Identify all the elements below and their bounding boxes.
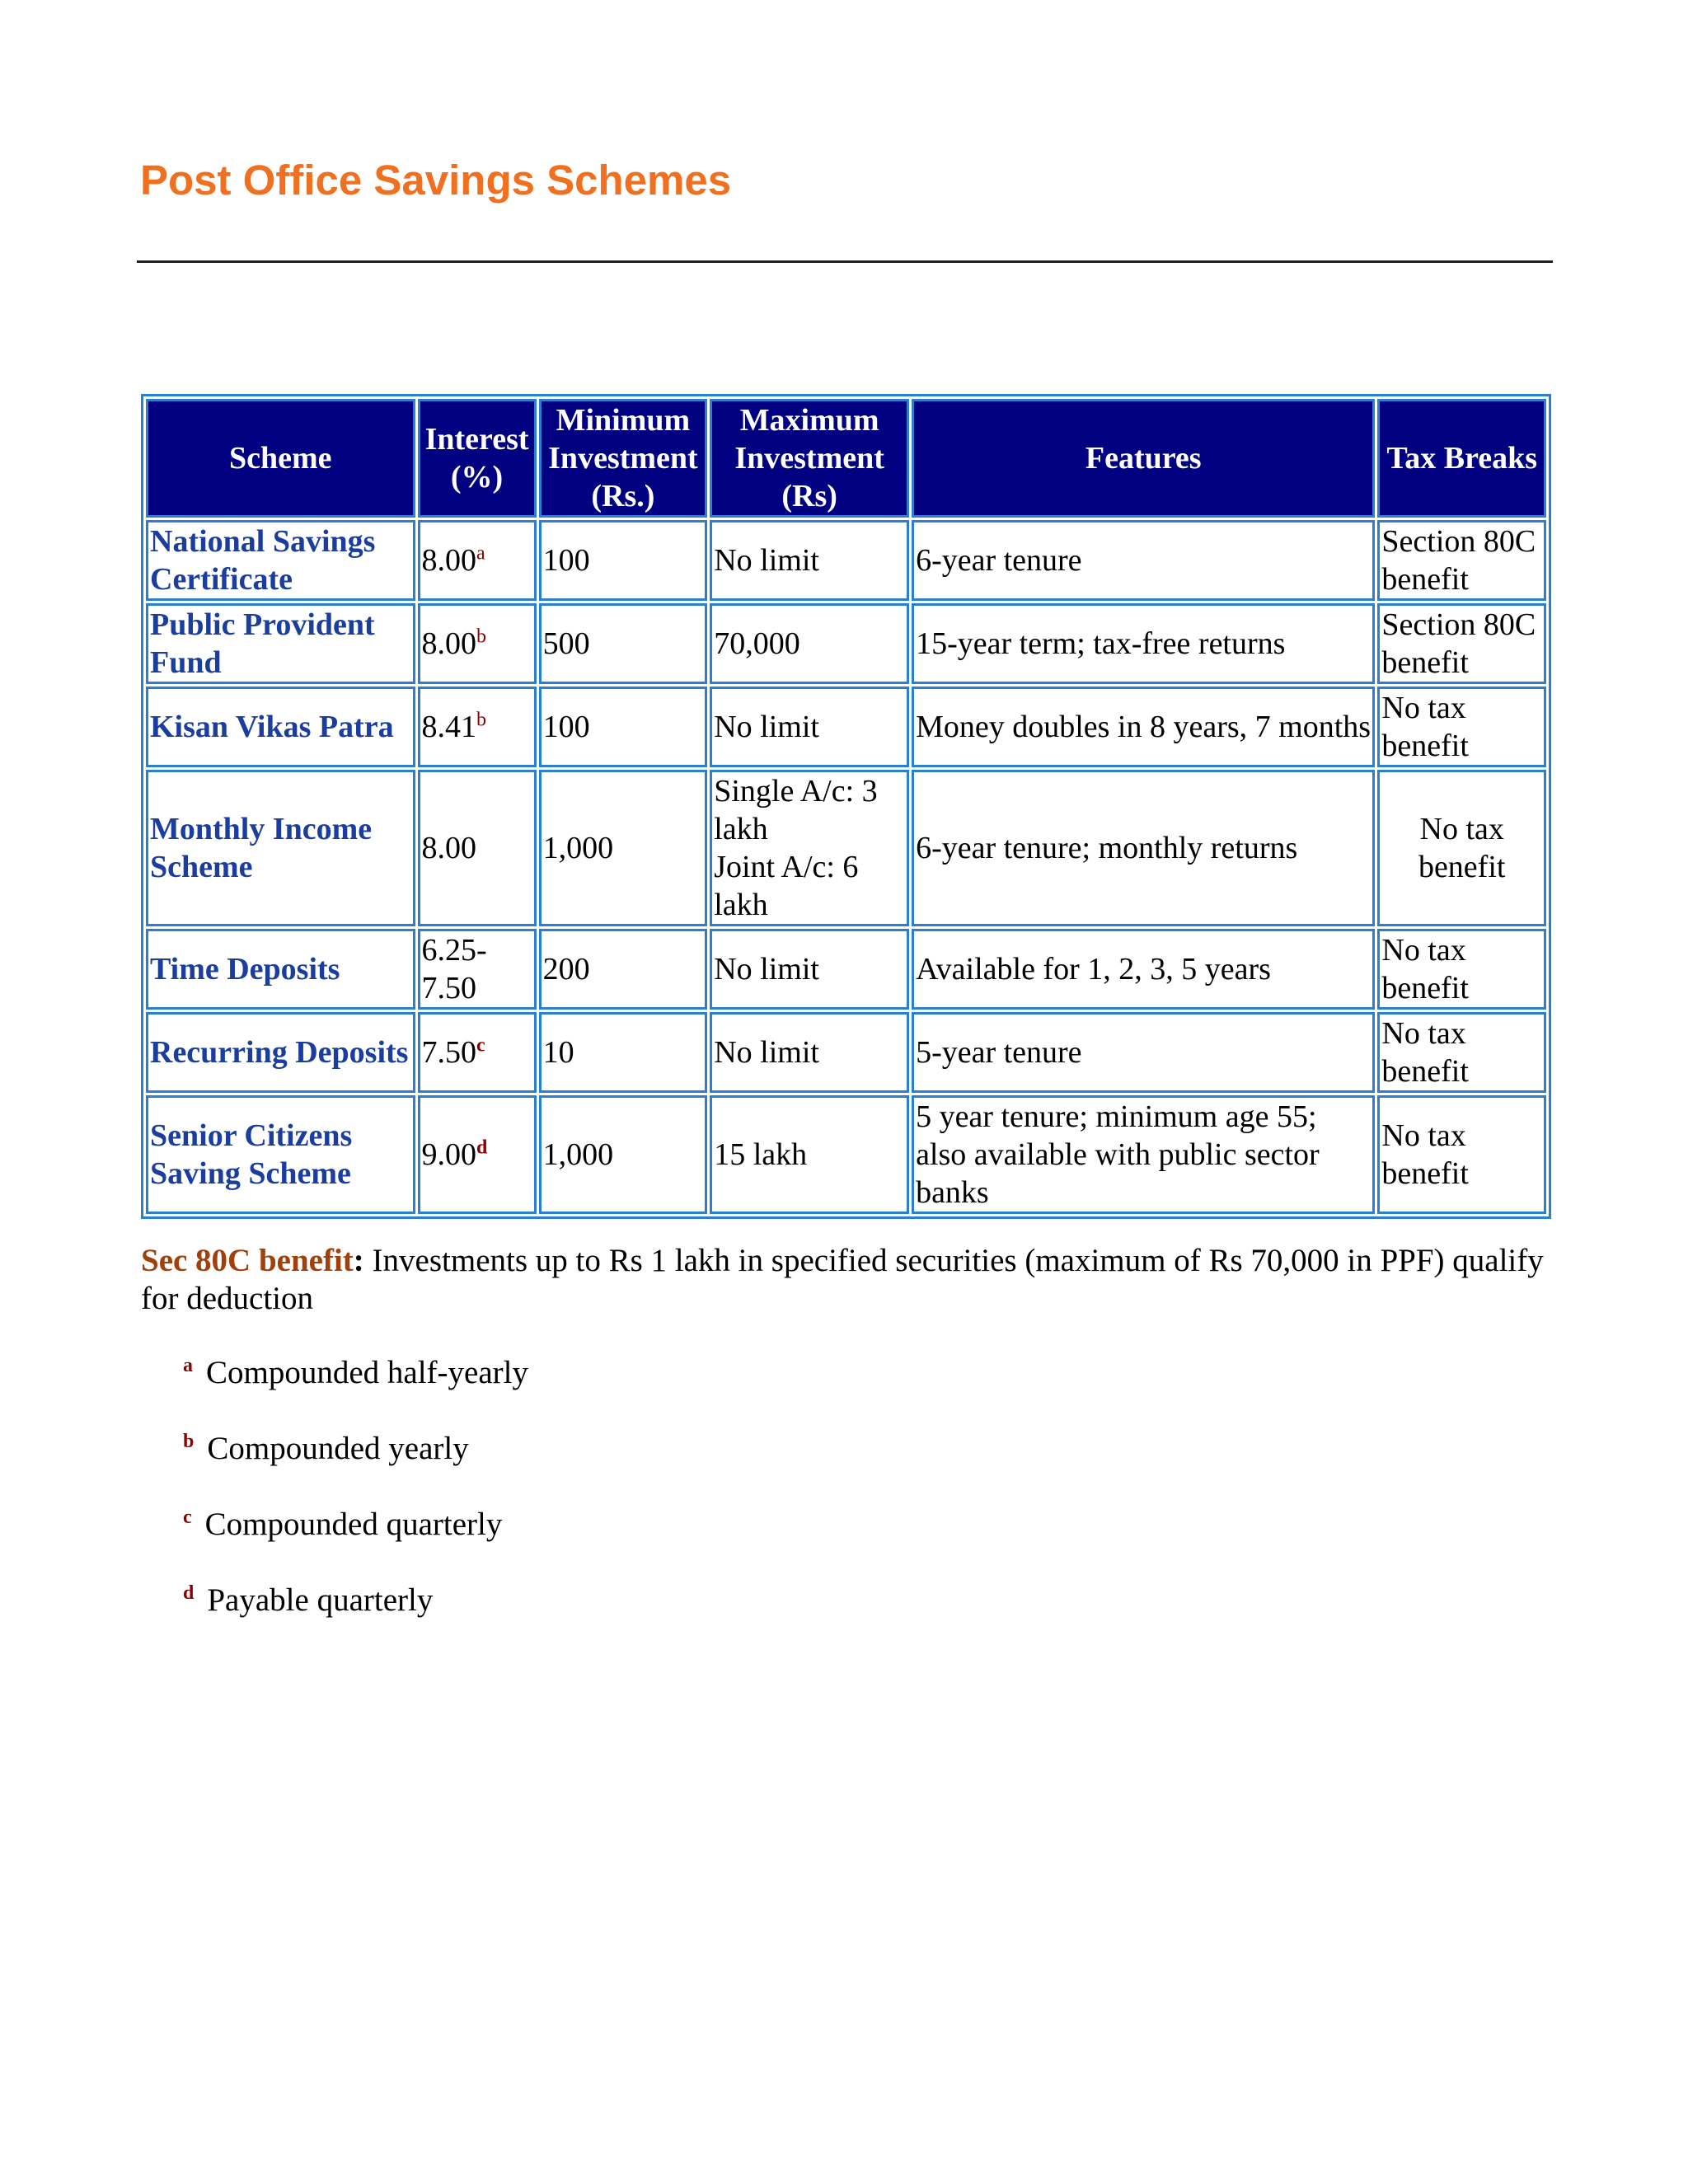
footnote-mark: a — [183, 1355, 193, 1376]
footnote-ref: b — [476, 626, 487, 648]
note-label: Sec 80C benefit — [141, 1243, 354, 1278]
interest-value: 8.00 — [421, 831, 477, 865]
note-colon: : — [353, 1243, 364, 1278]
table-header-row — [146, 399, 1546, 518]
features-cell: 5 year tenure; minimum age 55; also available with public sector banks — [912, 1095, 1375, 1214]
interest-cell — [418, 1095, 537, 1214]
scheme-name: Kisan Vikas Patra — [146, 687, 415, 767]
tax-breaks-cell: Section 80C benefit — [1377, 520, 1546, 601]
max-investment-cell — [710, 770, 909, 926]
interest-value: 6.25-7.50 — [421, 933, 487, 1005]
header-tax-breaks: Tax Breaks — [1377, 399, 1546, 518]
interest-value: 8.00 — [421, 626, 477, 661]
footnote-ref: a — [476, 542, 485, 565]
max-single-account: Single A/c: 3 lakh — [714, 774, 878, 846]
header-max-investment: Maximum Investment (Rs) — [710, 399, 909, 518]
features-cell: 15-year term; tax-free returns — [912, 603, 1375, 684]
sec-80c-note — [141, 1242, 1550, 1318]
max-joint-account: Joint A/c: 6 lakh — [714, 850, 859, 922]
max-investment-cell: No limit — [710, 929, 909, 1010]
footnote-b — [183, 1430, 469, 1468]
interest-cell — [418, 770, 537, 926]
horizontal-rule — [137, 260, 1553, 263]
header-scheme: Scheme — [146, 399, 415, 518]
footnote-c — [183, 1506, 502, 1544]
min-investment-cell: 100 — [539, 687, 708, 767]
table-row — [146, 1012, 1546, 1093]
footnote-mark: d — [183, 1582, 195, 1604]
table-row — [146, 1095, 1546, 1214]
features-cell: 6-year tenure — [912, 520, 1375, 601]
table-row — [146, 929, 1546, 1010]
min-investment-cell: 500 — [539, 603, 708, 684]
features-cell: Available for 1, 2, 3, 5 years — [912, 929, 1375, 1010]
max-investment-cell: 15 lakh — [710, 1095, 909, 1214]
footnote-mark: b — [183, 1431, 195, 1452]
footnote-text: Compounded yearly — [207, 1431, 469, 1466]
scheme-name: Monthly Income Scheme — [146, 770, 415, 926]
tax-breaks-cell: No tax benefit — [1377, 1095, 1546, 1214]
interest-cell — [418, 687, 537, 767]
page-title: Post Office Savings Schemes — [140, 157, 732, 204]
header-interest: Interest (%) — [418, 399, 537, 518]
note-text: Investments up to Rs 1 lakh in specified securities (maximum of Rs 70,000 in PPF) qualify for deduction — [141, 1243, 1544, 1316]
footnote-ref: d — [476, 1137, 488, 1159]
scheme-name: Recurring Deposits — [146, 1012, 415, 1093]
footnote-text: Compounded quarterly — [204, 1507, 503, 1542]
table-row — [146, 770, 1546, 926]
interest-cell — [418, 1012, 537, 1093]
tax-breaks-cell: Section 80C benefit — [1377, 603, 1546, 684]
footnote-text: Payable quarterly — [207, 1582, 434, 1618]
interest-cell — [418, 603, 537, 684]
footnote-ref: c — [476, 1034, 485, 1057]
tax-breaks-cell: No tax benefit — [1377, 1012, 1546, 1093]
table-row — [146, 520, 1546, 601]
max-investment-cell: No limit — [710, 520, 909, 601]
tax-breaks-cell: No tax benefit — [1377, 687, 1546, 767]
min-investment-cell: 100 — [539, 520, 708, 601]
interest-value: 8.00 — [421, 543, 477, 578]
tax-breaks-cell: No tax benefit — [1377, 770, 1546, 926]
schemes-table — [141, 394, 1551, 1219]
footnote-d — [183, 1582, 433, 1619]
interest-value: 9.00 — [421, 1137, 477, 1172]
scheme-name: Senior Citizens Saving Scheme — [146, 1095, 415, 1214]
max-investment-cell: 70,000 — [710, 603, 909, 684]
interest-value: 7.50 — [421, 1035, 477, 1070]
interest-cell — [418, 520, 537, 601]
footnote-ref: b — [476, 709, 487, 731]
features-cell: Money doubles in 8 years, 7 months — [912, 687, 1375, 767]
min-investment-cell: 200 — [539, 929, 708, 1010]
header-features: Features — [912, 399, 1375, 518]
scheme-name: Public Provident Fund — [146, 603, 415, 684]
features-cell: 5-year tenure — [912, 1012, 1375, 1093]
table-row — [146, 603, 1546, 684]
footnote-a — [183, 1354, 528, 1392]
max-investment-cell: No limit — [710, 1012, 909, 1093]
interest-cell — [418, 929, 537, 1010]
min-investment-cell: 1,000 — [539, 1095, 708, 1214]
scheme-name: National Savings Certificate — [146, 520, 415, 601]
footnote-text: Compounded half-yearly — [206, 1355, 528, 1390]
min-investment-cell: 10 — [539, 1012, 708, 1093]
max-investment-cell: No limit — [710, 687, 909, 767]
scheme-name: Time Deposits — [146, 929, 415, 1010]
tax-breaks-cell: No tax benefit — [1377, 929, 1546, 1010]
table-row — [146, 687, 1546, 767]
min-investment-cell: 1,000 — [539, 770, 708, 926]
header-min-investment: Minimum Investment (Rs.) — [539, 399, 708, 518]
interest-value: 8.41 — [421, 710, 477, 744]
footnote-mark: c — [183, 1507, 192, 1528]
features-cell: 6-year tenure; monthly returns — [912, 770, 1375, 926]
